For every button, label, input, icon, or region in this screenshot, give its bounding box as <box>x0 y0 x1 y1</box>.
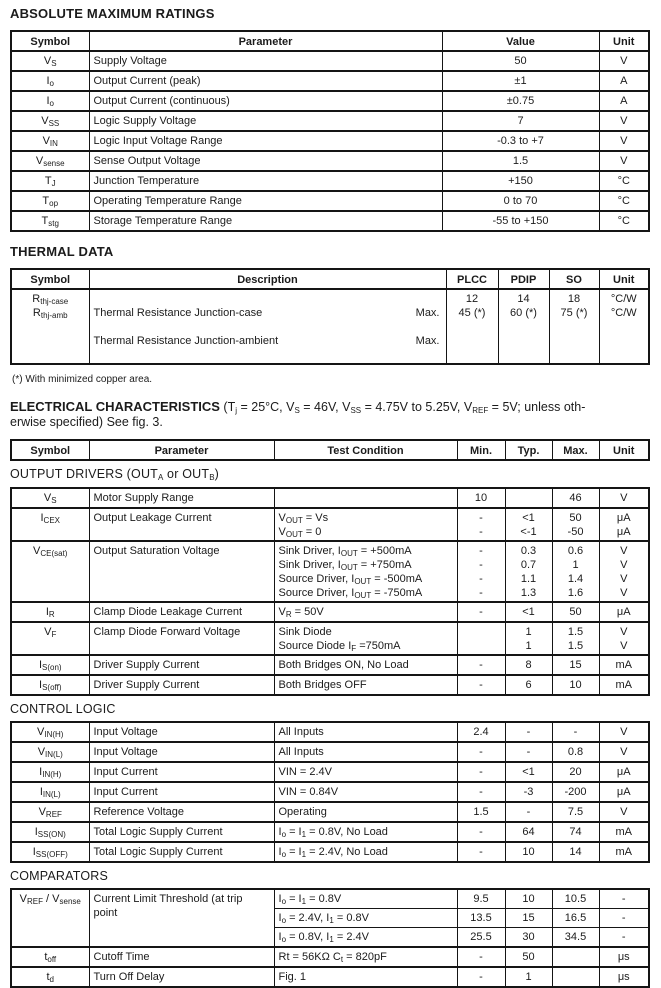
table-cell: Output Current (continuous) <box>89 91 442 111</box>
table-cell: °C <box>599 171 649 191</box>
description-text: Thermal Resistance Junction-ambient <box>93 335 279 347</box>
table-row <box>11 211 649 231</box>
table-cell: 50 -50 <box>552 508 599 541</box>
table-cell: V <box>599 51 649 71</box>
table-cell: $I_{IN(H)}$ <box>11 762 89 782</box>
table-cell: $V_S$ <box>11 51 89 71</box>
table-cell: mA <box>599 822 649 842</box>
table-cell: $I_o = 0.8V$, $I_1 = 2.4V$ <box>274 928 457 948</box>
control-logic-group-label: CONTROL LOGIC <box>10 702 116 716</box>
table-row <box>11 508 649 541</box>
table-cell: - <box>457 762 505 782</box>
table-row <box>11 622 649 655</box>
table-cell: Input Current <box>89 762 274 782</box>
column-header-test-condition: Test Condition <box>274 440 457 460</box>
table-cell: 10 <box>552 675 599 695</box>
table-cell: 64 <box>505 822 552 842</box>
table-cell: <1 <-1 <box>505 508 552 541</box>
table-cell: 30 <box>505 928 552 948</box>
table-header <box>11 269 649 289</box>
table-cell: $t_{off}$ <box>11 947 89 967</box>
electrical-characteristics-conditions: ($T_j = 25^\circ C$, $V_S = 46V$, $V_{SS} = 4.75V$ to 5.25V, $V_{REF} = 5V$; unless oth- erwise specified) See fig. 3. <box>10 400 586 429</box>
table-cell <box>552 967 599 987</box>
table-cell: Turn Off Delay <box>89 967 274 987</box>
table-cell: 10.5 <box>552 889 599 909</box>
column-header-so: SO <box>549 269 599 289</box>
table-cell: - - <box>457 508 505 541</box>
max-label: Max. <box>415 307 440 319</box>
table-cell: $I_{SS(ON)}$ <box>11 822 89 842</box>
table-cell: V <box>599 151 649 171</box>
column-header-plcc: PLCC <box>446 269 498 289</box>
table-cell: mA <box>599 675 649 695</box>
thermal-footnote: (*) With minimized copper area. <box>12 374 153 385</box>
table-cell: 0.3 0.7 1.1 1.3 <box>505 541 552 602</box>
table-row <box>11 51 649 71</box>
comparators-table <box>10 888 650 988</box>
comparators-body <box>11 889 649 987</box>
table-cell: 20 <box>552 762 599 782</box>
table-cell: 14 60 (*) <box>498 289 549 364</box>
table-cell: $I_o = I_1 = 0.8V$, No Load <box>274 822 457 842</box>
table-cell: $V_{REF}$ <box>11 802 89 822</box>
table-cell: $I_{IN(L)}$ <box>11 782 89 802</box>
table-cell: - <box>457 947 505 967</box>
electrical-characteristics-intro <box>10 399 648 430</box>
table-cell: ±1 <box>442 71 599 91</box>
table-row <box>11 91 649 111</box>
table-cell: Operating Temperature Range <box>89 191 442 211</box>
table-cell: $I_{CEX}$ <box>11 508 89 541</box>
table-cell: 6 <box>505 675 552 695</box>
column-header-symbol: Symbol <box>11 31 89 51</box>
table-cell: ±0.75 <box>442 91 599 111</box>
table-cell: Motor Supply Range <box>89 488 274 508</box>
table-cell: μA <box>599 762 649 782</box>
table-cell: Operating <box>274 802 457 822</box>
table-cell: - - - - <box>457 541 505 602</box>
table-cell: - <box>457 602 505 622</box>
thermal-data-table <box>10 268 650 365</box>
table-row <box>11 889 649 909</box>
table-cell: - <box>457 842 505 862</box>
table-cell: - <box>505 722 552 742</box>
table-row <box>11 541 649 602</box>
table-cell: $V_{IN(L)}$ <box>11 742 89 762</box>
table-cell: $V_{REF} / V_{sense}$ <box>11 889 89 947</box>
table-cell <box>274 488 457 508</box>
table-cell: $V_F$ <box>11 622 89 655</box>
thermal-data-title: THERMAL DATA <box>10 244 114 259</box>
table-cell <box>457 622 505 655</box>
table-row <box>11 782 649 802</box>
table-row <box>11 742 649 762</box>
table-cell: $I_{S(on)}$ <box>11 655 89 675</box>
table-header-row <box>11 31 649 51</box>
table-cell: mA <box>599 655 649 675</box>
table-cell: Sense Output Voltage <box>89 151 442 171</box>
table-cell: $I_o = I_1 = 0.8V$ <box>274 889 457 909</box>
table-cell: °C <box>599 191 649 211</box>
column-header-symbol: Symbol <box>11 440 89 460</box>
control-logic-body <box>11 722 649 862</box>
table-cell: $V_{IN}$ <box>11 131 89 151</box>
table-cell: 10 <box>505 842 552 862</box>
table-cell: Both Bridges OFF <box>274 675 457 695</box>
table-cell: 74 <box>552 822 599 842</box>
table-cell: $R_{thj-case}$ $R_{thj-amb}$ <box>11 289 89 364</box>
table-cell: $V_{IN(H)}$ <box>11 722 89 742</box>
table-cell: <1 <box>505 602 552 622</box>
table-cell: -3 <box>505 782 552 802</box>
column-header-parameter: Parameter <box>89 31 442 51</box>
table-cell: 46 <box>552 488 599 508</box>
table-cell: Output Leakage Current <box>89 508 274 541</box>
table-cell: VIN = 2.4V <box>274 762 457 782</box>
table-header <box>11 440 649 460</box>
table-cell: - <box>457 655 505 675</box>
table-cell: Logic Supply Voltage <box>89 111 442 131</box>
table-cell: Driver Supply Current <box>89 655 274 675</box>
table-cell: <1 <box>505 762 552 782</box>
table-cell: μA μA <box>599 508 649 541</box>
table-row <box>11 842 649 862</box>
table-cell <box>505 488 552 508</box>
table-cell: $t_d$ <box>11 967 89 987</box>
table-cell: All Inputs <box>274 742 457 762</box>
description-line <box>94 334 442 348</box>
table-cell: V <box>599 488 649 508</box>
table-row <box>11 802 649 822</box>
table-cell: $T_{op}$ <box>11 191 89 211</box>
table-cell: 1 <box>505 967 552 987</box>
table-cell: Junction Temperature <box>89 171 442 191</box>
column-header-symbol: Symbol <box>11 269 89 289</box>
column-header-parameter: Parameter <box>89 440 274 460</box>
table-cell: 34.5 <box>552 928 599 948</box>
table-cell: V <box>599 802 649 822</box>
table-cell: 1.5 1.5 <box>552 622 599 655</box>
table-cell: 0 to 70 <box>442 191 599 211</box>
table-row <box>11 171 649 191</box>
table-cell: $I_o$ <box>11 71 89 91</box>
table-cell: $V_{sense}$ <box>11 151 89 171</box>
column-header-pdip: PDIP <box>498 269 549 289</box>
table-cell: 9.5 <box>457 889 505 909</box>
table-cell: 15 <box>505 909 552 928</box>
table-cell: V <box>599 131 649 151</box>
table-cell: 18 75 (*) <box>549 289 599 364</box>
table-cell: V V V V <box>599 541 649 602</box>
table-row <box>11 722 649 742</box>
table-cell: 1 1 <box>505 622 552 655</box>
table-row <box>11 602 649 622</box>
table-cell: - <box>599 928 649 948</box>
comparators-group-label: COMPARATORS <box>10 869 109 883</box>
table-cell: mA <box>599 842 649 862</box>
table-cell: 7 <box>442 111 599 131</box>
column-header-unit: Unit <box>599 269 649 289</box>
table-cell: $V_{OUT} = Vs$ $V_{OUT} = 0$ <box>274 508 457 541</box>
table-cell: $V_{CE(sat)}$ <box>11 541 89 602</box>
table-cell: V V <box>599 622 649 655</box>
table-cell: °C <box>599 211 649 231</box>
electrical-characteristics-header-table <box>10 439 650 461</box>
table-cell: V <box>599 742 649 762</box>
column-header-min: Min. <box>457 440 505 460</box>
table-cell: A <box>599 91 649 111</box>
table-cell: μs <box>599 967 649 987</box>
table-cell: - <box>457 782 505 802</box>
table-row <box>11 131 649 151</box>
max-label: Max. <box>415 335 440 347</box>
table-cell: $I_o = I_1 = 2.4V$, No Load <box>274 842 457 862</box>
table-cell: Total Logic Supply Current <box>89 822 274 842</box>
table-header-row <box>11 269 649 289</box>
table-cell: VIN = 0.84V <box>274 782 457 802</box>
table-cell: Clamp Diode Forward Voltage <box>89 622 274 655</box>
table-row <box>11 947 649 967</box>
table-cell: 14 <box>552 842 599 862</box>
table-cell: V <box>599 722 649 742</box>
table-cell: - <box>505 742 552 762</box>
table-cell: 1.5 <box>457 802 505 822</box>
table-cell: - <box>552 722 599 742</box>
table-cell: 0.8 <box>552 742 599 762</box>
table-cell: 1.5 <box>442 151 599 171</box>
table-cell: $T_{stg}$ <box>11 211 89 231</box>
table-row <box>11 488 649 508</box>
table-cell: $I_o$ <box>11 91 89 111</box>
table-cell: Clamp Diode Leakage Current <box>89 602 274 622</box>
table-cell: μs <box>599 947 649 967</box>
output-drivers-table <box>10 487 650 696</box>
table-cell: - <box>599 889 649 909</box>
table-cell: 12 45 (*) <box>446 289 498 364</box>
table-cell: $I_o = 2.4V$, $I_1 = 0.8V$ <box>274 909 457 928</box>
table-cell: Sink Diode Source Diode $I_F =750mA$ <box>274 622 457 655</box>
table-cell: - <box>457 822 505 842</box>
table-cell: +150 <box>442 171 599 191</box>
column-header-value: Value <box>442 31 599 51</box>
absolute-maximum-ratings-title: ABSOLUTE MAXIMUM RATINGS <box>10 6 215 21</box>
table-cell: 0.6 1 1.4 1.6 <box>552 541 599 602</box>
absolute-maximum-ratings-body <box>11 51 649 231</box>
table-row <box>11 71 649 91</box>
table-cell: All Inputs <box>274 722 457 742</box>
column-header-typ: Typ. <box>505 440 552 460</box>
table-cell: $I_R$ <box>11 602 89 622</box>
table-cell: $V_{SS}$ <box>11 111 89 131</box>
table-cell: Sink Driver, $I_{OUT} = +500mA$ Sink Driver, $I_{OUT} = +750mA$ Source Driver, $I_{OUT} = -500mA$ Source Driver, $I_{OUT} = -750mA$ <box>274 541 457 602</box>
table-row <box>11 191 649 211</box>
table-cell: 15 <box>552 655 599 675</box>
table-cell: $I_{S(off)}$ <box>11 675 89 695</box>
output-drivers-group-label: OUTPUT DRIVERS ($OUT_A$ or $OUT_B$) <box>10 467 219 482</box>
absolute-maximum-ratings-table <box>10 30 650 232</box>
table-cell: μA <box>599 782 649 802</box>
table-cell: Logic Input Voltage Range <box>89 131 442 151</box>
table-cell: Output Saturation Voltage <box>89 541 274 602</box>
table-cell: 10 <box>457 488 505 508</box>
table-cell: Rt = 56KΩ $C_t = 820pF$ <box>274 947 457 967</box>
table-cell: - <box>505 802 552 822</box>
table-cell: Input Current <box>89 782 274 802</box>
electrical-characteristics-title: ELECTRICAL CHARACTERISTICS <box>10 399 220 414</box>
table-row <box>11 675 649 695</box>
table-row <box>11 967 649 987</box>
table-cell: $V_S$ <box>11 488 89 508</box>
table-cell: Both Bridges ON, No Load <box>274 655 457 675</box>
table-cell: Input Voltage <box>89 722 274 742</box>
table-cell: 50 <box>505 947 552 967</box>
description-text: Thermal Resistance Junction-case <box>93 307 263 319</box>
column-header-unit: Unit <box>599 440 649 460</box>
control-logic-table <box>10 721 650 863</box>
table-cell: -55 to +150 <box>442 211 599 231</box>
table-cell: $I_{SS(OFF)}$ <box>11 842 89 862</box>
table-cell: °C/W °C/W <box>599 289 649 364</box>
table-cell: - <box>457 967 505 987</box>
table-cell: -200 <box>552 782 599 802</box>
table-row <box>11 151 649 171</box>
table-cell: $T_J$ <box>11 171 89 191</box>
table-cell: Fig. 1 <box>274 967 457 987</box>
thermal-data-body <box>11 289 649 364</box>
column-header-description: Description <box>89 269 446 289</box>
table-cell: 2.4 <box>457 722 505 742</box>
table-cell: Driver Supply Current <box>89 675 274 695</box>
table-row <box>11 289 649 364</box>
table-cell: μA <box>599 602 649 622</box>
table-cell: 50 <box>442 51 599 71</box>
table-cell: - <box>457 675 505 695</box>
table-cell: Input Voltage <box>89 742 274 762</box>
table-cell: Storage Temperature Range <box>89 211 442 231</box>
table-cell: A <box>599 71 649 91</box>
table-cell: - <box>599 909 649 928</box>
table-cell: 13.5 <box>457 909 505 928</box>
table-cell: Current Limit Threshold (at trip point <box>89 889 274 947</box>
table-cell: 8 <box>505 655 552 675</box>
table-cell: -0.3 to +7 <box>442 131 599 151</box>
table-row <box>11 655 649 675</box>
output-drivers-body <box>11 488 649 695</box>
table-cell: 50 <box>552 602 599 622</box>
table-cell: - <box>457 742 505 762</box>
table-cell: Reference Voltage <box>89 802 274 822</box>
table-cell: Output Current (peak) <box>89 71 442 91</box>
table-cell: $V_R = 50V$ <box>274 602 457 622</box>
table-cell: 25.5 <box>457 928 505 948</box>
table-row <box>11 762 649 782</box>
table-header-row <box>11 440 649 460</box>
table-cell <box>552 947 599 967</box>
table-row <box>11 111 649 131</box>
table-cell: Total Logic Supply Current <box>89 842 274 862</box>
table-cell: V <box>599 111 649 131</box>
table-cell: 16.5 <box>552 909 599 928</box>
column-header-unit: Unit <box>599 31 649 51</box>
table-cell <box>89 289 446 364</box>
column-header-max: Max. <box>552 440 599 460</box>
table-cell: Cutoff Time <box>89 947 274 967</box>
table-cell: 10 <box>505 889 552 909</box>
table-cell: Supply Voltage <box>89 51 442 71</box>
description-line <box>94 306 442 320</box>
table-header <box>11 31 649 51</box>
table-cell: 7.5 <box>552 802 599 822</box>
table-row <box>11 822 649 842</box>
